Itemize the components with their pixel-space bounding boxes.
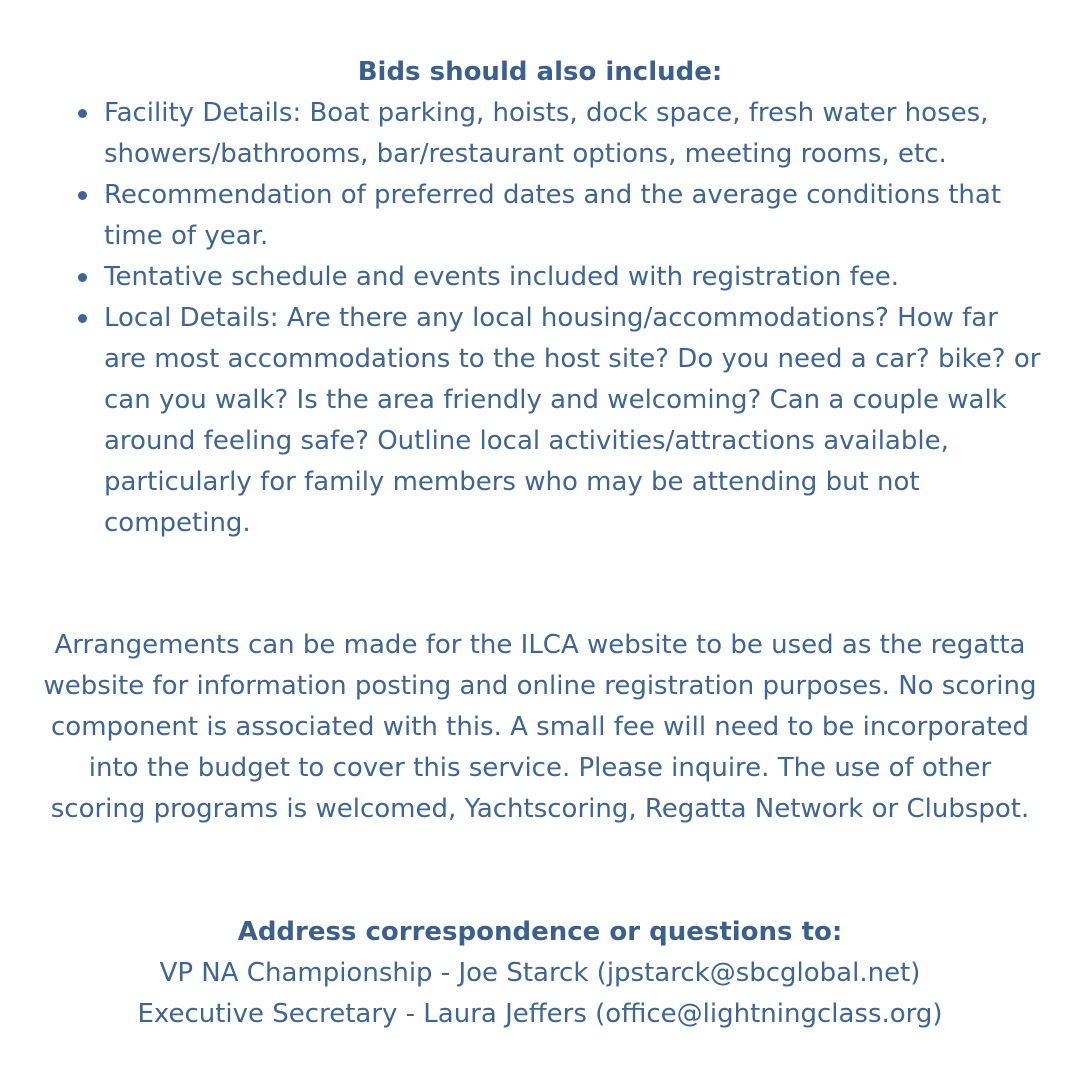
bullet-icon: [78, 191, 87, 200]
contact-vp-championship: VP NA Championship - Joe Starck (jpstarck@sbcglobal.net): [159, 958, 921, 988]
bid-requirements-list: [104, 93, 1044, 544]
bullet-icon: [78, 314, 87, 323]
bullet-icon: [78, 273, 87, 282]
list-item-text: Local Details: Are there any local housing/accommodations? How far are most accommodations to the host site? Do you need a car? bike? or can you walk? Is the area friendly and welcoming? Can a couple walk around feeling safe? Outline local activities/attractions available, particularly for family members who may be attending but not competing.: [104, 303, 1041, 538]
list-item-text: Tentative schedule and events included with registration fee.: [104, 262, 900, 292]
list-item-text: Facility Details: Boat parking, hoists, dock space, fresh water hoses, showers/bathrooms, bar/restaurant options, meeting rooms, etc.: [104, 98, 989, 169]
contact-executive-secretary: Executive Secretary - Laura Jeffers (office@lightningclass.org): [137, 999, 943, 1029]
list-item-preferred-dates: [104, 175, 1044, 257]
website-arrangements-paragraph: Arrangements can be made for the ILCA website to be used as the regatta website for information posting and online registration purposes. No scoring component is associated with this. A small fee will need to be incorporated into the budget to cover this service. Please inquire. The use of other scoring programs is welcomed, Yachtscoring, Regatta Network or Clubspot.: [43, 630, 1037, 824]
list-item-local-details: [104, 298, 1044, 544]
correspondence-heading: Address correspondence or questions to:: [237, 917, 843, 947]
list-item-text: Recommendation of preferred dates and the average conditions that time of year.: [104, 180, 1002, 251]
list-item-tentative-schedule: [104, 257, 1044, 298]
list-item-facility-details: [104, 93, 1044, 175]
bids-include-heading: Bids should also include:: [357, 57, 723, 87]
bullet-icon: [78, 109, 87, 118]
